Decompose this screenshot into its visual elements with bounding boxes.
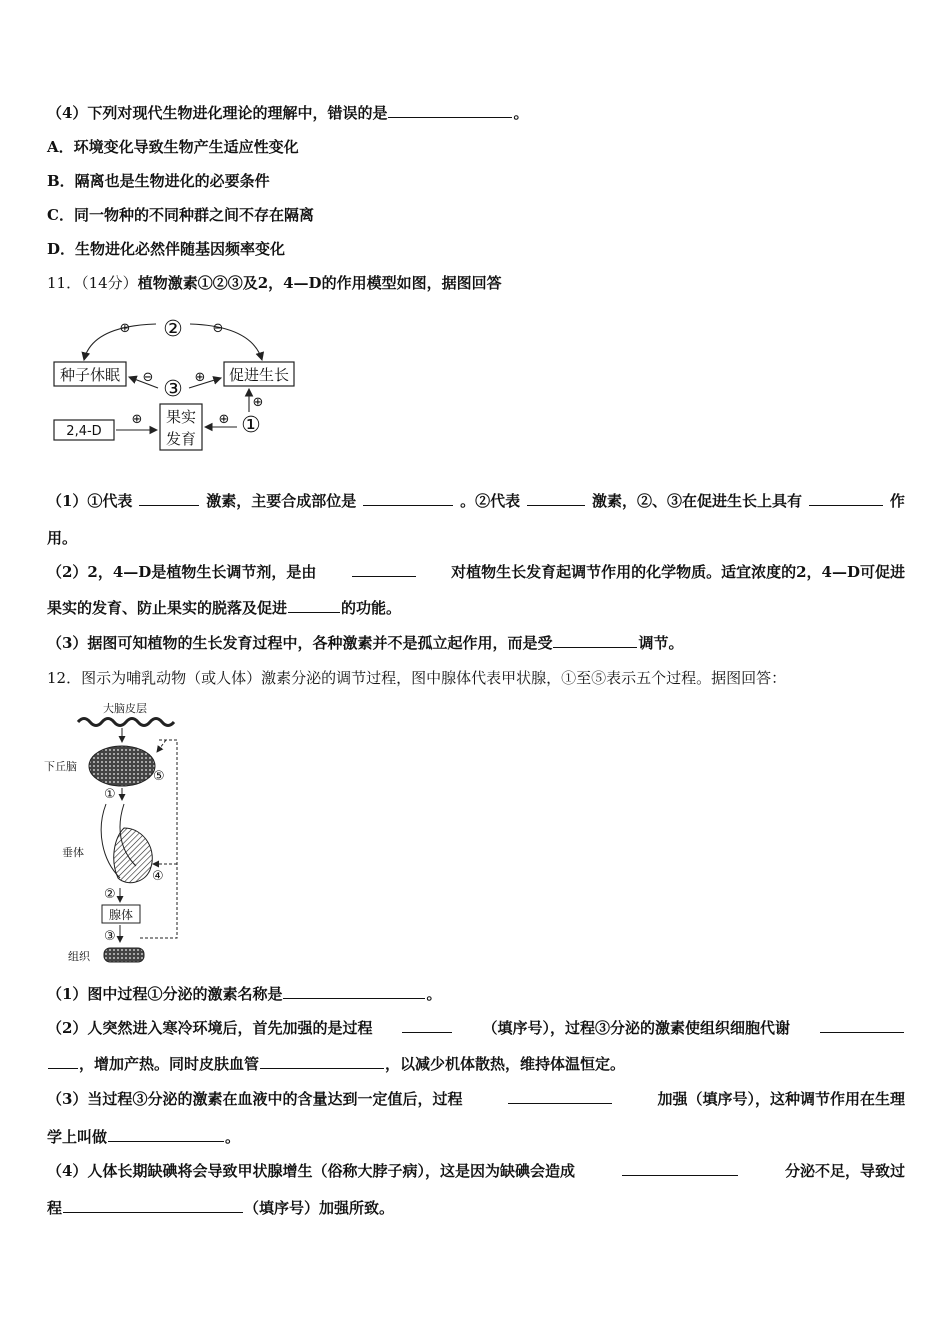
cortex-wave — [78, 719, 174, 726]
answer-blank[interactable] — [288, 598, 340, 613]
q11-diagram — [52, 314, 302, 454]
answer-blank[interactable] — [260, 1054, 384, 1069]
step-3-label: ③ — [104, 929, 116, 944]
q11-stem: 11．（14分）植物激素①②③及2，4—D的作用模型如图，据图回答 — [47, 274, 502, 292]
q12-part4-line2: 程 （填序号）加强所致。 — [47, 1199, 395, 1217]
answer-blank[interactable] — [63, 1198, 243, 1213]
q12-part2-line1: （2）人突然进入寒冷环境后，首先加强的是过程 （填序号），过程③分泌的激素使组织细胞代谢 — [47, 1018, 905, 1038]
answer-blank[interactable] — [283, 984, 425, 999]
q11-part2-line2: 果实的发育、防止果实的脱落及促进 的功能。 — [47, 599, 402, 617]
hypothalamus-shape — [89, 746, 155, 786]
plus-sign: ⊕ — [131, 412, 143, 427]
arrow-2-to-growth — [190, 324, 262, 360]
answer-blank[interactable] — [508, 1089, 612, 1104]
answer-blank[interactable] — [527, 491, 585, 506]
q12-part3-line1: （3）当过程③分泌的激素在血液中的含量达到一定值后，过程 加强（填序号），这种调节作用在生理 — [47, 1090, 905, 1108]
q12-stem: 12．图示为哺乳动物（或人体）激素分泌的调节过程，图中腺体代表甲状腺，①至⑤表示五个过程。据图回答： — [47, 669, 787, 687]
gland-label: 腺体 — [108, 908, 134, 922]
hypothalamus-label: 下丘脑 — [44, 760, 77, 773]
arrow-step-5 — [157, 740, 166, 752]
q11-part1-line2: 用。 — [47, 529, 78, 547]
step-4-label: ④ — [152, 869, 164, 884]
q11-part1-line1: （1）①代表 激素，主要合成部位是 。②代表 激素，②、③在促进生长上具有 作 — [47, 492, 905, 510]
q11-part3: （3）据图可知植物的生长发育过程中，各种激素并不是孤立起作用，而是受 调节。 — [47, 634, 684, 652]
hormone-1-node: ① — [241, 413, 261, 438]
answer-blank[interactable] — [553, 633, 637, 648]
answer-blank[interactable] — [139, 491, 199, 506]
q10-part4: （4）下列对现代生物进化理论的理解中，错误的是 。 — [47, 104, 529, 122]
hormone-3-node: ③ — [163, 377, 183, 402]
pituitary-lobe — [114, 828, 153, 883]
option-b: B．隔离也是生物进化的必要条件 — [47, 172, 270, 190]
seed-dormancy-label: 种子休眠 — [59, 366, 121, 384]
option-a: A．环境变化导致生物产生适应性变化 — [47, 138, 299, 156]
answer-blank[interactable] — [809, 491, 883, 506]
option-d: D．生物进化必然伴随基因频率变化 — [47, 240, 286, 258]
plus-sign: ⊕ — [194, 370, 206, 385]
tissue-label: 组织 — [68, 950, 90, 963]
answer-blank[interactable] — [622, 1161, 738, 1176]
q12-part2-line2: ，增加产热。同时皮肤血管 ，以减少机体散热，维持体温恒定。 — [47, 1054, 625, 1074]
q12-part3-line2: 学上叫做 。 — [47, 1128, 241, 1146]
two-four-d-label: 2,4-D — [66, 424, 102, 439]
plus-sign: ⊕ — [119, 321, 131, 336]
cortex-label: 大脑皮层 — [103, 702, 147, 715]
answer-blank[interactable] — [108, 1127, 224, 1142]
fruit-label-bottom: 发育 — [165, 430, 197, 448]
q11-part2-line1: （2）2，4—D是植物生长调节剂，是由 对植物生长发育起调节作用的化学物质。适宜浓度的2，4—D可促进 — [47, 563, 905, 581]
answer-blank[interactable] — [363, 491, 453, 506]
answer-blank[interactable] — [402, 1018, 452, 1033]
minus-sign: ⊖ — [212, 321, 224, 336]
q12-part1: （1）图中过程①分泌的激素名称是 。 — [47, 985, 442, 1003]
q12-part4-line1: （4）人体长期缺碘将会导致甲状腺增生（俗称大脖子病），这是因为缺碘会造成 分泌不足，导致过 — [47, 1162, 905, 1180]
tissue-cells — [104, 948, 144, 962]
plus-sign: ⊕ — [252, 395, 264, 410]
pituitary-label: 垂体 — [62, 846, 84, 859]
plus-sign: ⊕ — [218, 412, 230, 427]
option-c: C．同一物种的不同种群之间不存在隔离 — [47, 206, 314, 224]
hormone-2-node: ② — [163, 317, 183, 342]
answer-blank[interactable] — [820, 1018, 904, 1033]
step-5-label: ⑤ — [153, 769, 165, 784]
minus-sign: ⊖ — [142, 370, 154, 385]
step-2-label: ② — [104, 887, 116, 902]
promote-growth-label: 促进生长 — [228, 366, 290, 384]
step-1-label: ① — [104, 787, 116, 802]
fruit-label-top: 果实 — [165, 408, 197, 426]
answer-blank[interactable] — [48, 1054, 78, 1069]
answer-blank[interactable] — [388, 103, 512, 118]
answer-blank[interactable] — [352, 562, 416, 577]
q12-diagram — [40, 700, 190, 968]
